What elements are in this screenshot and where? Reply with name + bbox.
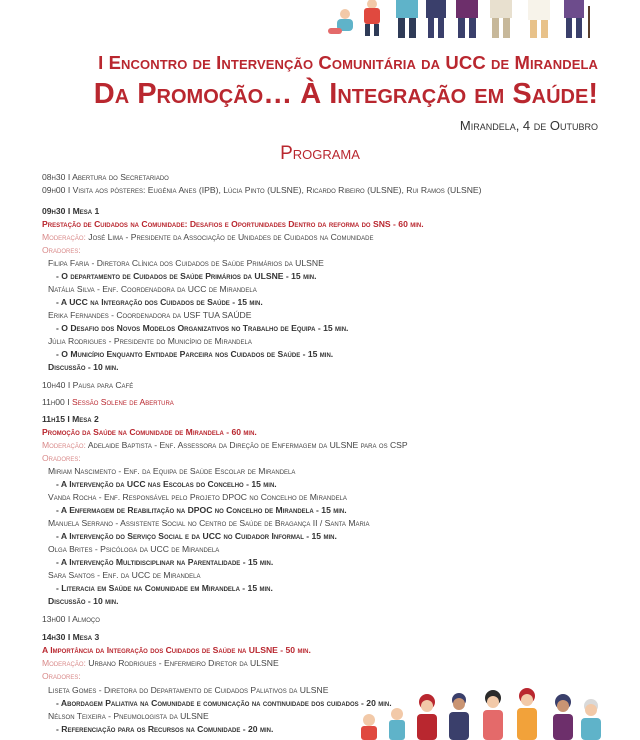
event-subtitle: Da Promoção… À Integração em Saúde!: [93, 78, 598, 110]
program-item: 10h40 I Pausa para Café: [42, 380, 134, 390]
speaker-name: Filipa Faria - Diretora Clínica dos Cuidados de Saúde Primários da ULSNE: [48, 258, 324, 268]
event-date: Mirandela, 4 de Outubro: [459, 118, 598, 133]
programa-heading: Programa: [280, 143, 360, 164]
person-figure: [426, 0, 446, 38]
moderator-name: Adelaide Baptista - Enf. Assessora da Direção de Enfermagem da ULSNE para os CSP: [87, 440, 408, 450]
moderation-label: Moderação:: [42, 658, 86, 668]
person-figure: [517, 688, 537, 740]
talk-title: - A Enfermagem de Reabilitação na DPOC no Concelho de Mirandela - 15 min.: [56, 505, 347, 515]
person-figure: [449, 693, 469, 740]
moderator-name: Urbano Rodrigues - Enfermeiro Diretor da ULSNE: [88, 658, 279, 668]
moderator-name: José Lima - Presidente da Associação de Unidades de Cuidados na Comunidade: [88, 232, 374, 242]
speaker-name: Nélson Teixeira - Pneumologista da ULSNE: [48, 711, 209, 721]
person-figure: [490, 0, 512, 38]
speaker-name: Natália Silva - Enf. Coordenadora da UCC de Mirandela: [48, 284, 257, 294]
person-figure: [528, 0, 550, 38]
talk-title: - Abordagem Paliativa na Comunidade e comunicação na continuidade dos cuidados - 20 min.: [56, 698, 392, 708]
speakers-label: Oradores:: [42, 245, 81, 255]
moderation-label: Moderação:: [42, 232, 86, 242]
session-heading: 14h30 I Mesa 3: [42, 632, 100, 642]
speaker-name: Erika Fernandes - Coordenadora da USF TUA SAÚDE: [48, 310, 252, 320]
talk-title: - O Município Enquanto Entidade Parceira nos Cuidados de Saúde - 15 min.: [56, 349, 334, 359]
person-figure: [328, 9, 353, 34]
person-figure: [361, 714, 377, 740]
opening-session-line: [42, 397, 174, 408]
moderation-line: [42, 658, 279, 669]
session-topic: Prestação de Cuidados na Comunidade: Desafios e Oportunidades Dentro da reforma do SNS - 60 min.: [42, 219, 424, 229]
talk-title: - Referenciação para os Recursos na Comunidade - 20 min.: [56, 724, 274, 734]
moderation-line: [42, 232, 373, 243]
speaker-name: Manuela Serrano - Assistente Social no Centro de Saúde de Bragança II / Santa Maria: [48, 518, 370, 528]
speaker-name: Liseta Gomes - Diretora do Departamento de Cuidados Paliativos da ULSNE: [48, 685, 329, 695]
talk-title: - A UCC na Integração dos Cuidados de Saúde - 15 min.: [56, 297, 263, 307]
person-figure: [581, 699, 601, 740]
person-figure: [364, 0, 380, 36]
discussion-line: Discussão - 10 min.: [48, 362, 119, 372]
people-illustration-bottom: [355, 688, 605, 740]
speaker-name: Vanda Rocha - Enf. Responsável pelo Projeto DPOC no Concelho de Mirandela: [48, 492, 347, 502]
moderation-label: Moderação:: [42, 440, 86, 450]
session-heading: 11h15 I Mesa 2: [42, 414, 99, 424]
speaker-name: Miriam Nascimento - Enf. da Equipa de Saúde Escolar de Mirandela: [48, 466, 296, 476]
session-heading: 09h30 I Mesa 1: [42, 206, 100, 216]
person-figure: [396, 0, 418, 38]
person-figure: [456, 0, 478, 38]
person-figure: [417, 694, 437, 740]
moderation-line: [42, 440, 408, 451]
speaker-name: Júlia Rodrigues - Presidente do Município de Mirandela: [48, 336, 252, 346]
person-figure: [389, 708, 405, 740]
person-figure: [483, 690, 503, 740]
event-title: I Encontro de Intervenção Comunitária da UCC de Mirandela: [98, 52, 598, 73]
discussion-line: Discussão - 10 min.: [48, 596, 119, 606]
talk-title: - A Intervenção Multidisciplinar na Parentalidade - 15 min.: [56, 557, 274, 567]
speakers-label: Oradores:: [42, 453, 81, 463]
talk-title: - O Desafio dos Novos Modelos Organizativos no Trabalho de Equipa - 15 min.: [56, 323, 349, 333]
person-figure: [553, 694, 573, 740]
opening-time: 11h00 I: [42, 397, 70, 407]
speaker-name: Olga Brites - Psicóloga da UCC de Mirandela: [48, 544, 220, 554]
session-topic: Promoção da Saúde na Comunidade de Mirandela - 60 min.: [42, 427, 257, 437]
opening-title: Sessão Solene de Abertura: [71, 397, 174, 407]
talk-title: - Literacia em Saúde na Comunidade em Mirandela - 15 min.: [56, 583, 273, 593]
speaker-name: Sara Santos - Enf. da UCC de Mirandela: [48, 570, 201, 580]
talk-title: - O departamento de Cuidados de Saúde Primários da ULSNE - 15 min.: [56, 271, 317, 281]
session-topic: A Importância da Integração dos Cuidados de Saúde na ULSNE - 50 min.: [42, 645, 311, 655]
speakers-label: Oradores:: [42, 671, 81, 681]
talk-title: - A Intervenção da UCC nas Escolas do Concelho - 15 min.: [56, 479, 277, 489]
person-figure: [564, 0, 590, 38]
program-item: 09h00 I Visita aos pósteres: Eugénia Anes (IPB), Lúcia Pinto (ULSNE), Ricardo Ribeiro (ULSNE), Rui Ramos (ULSNE): [42, 185, 482, 195]
talk-title: - A Intervenção do Serviço Social e da UCC no Cuidador Informal - 15 min.: [56, 531, 337, 541]
program-item: 08h30 I Abertura do Secretariado: [42, 172, 169, 182]
people-illustration-top: [320, 0, 610, 42]
program-item: 13h00 I Almoço: [42, 614, 100, 624]
